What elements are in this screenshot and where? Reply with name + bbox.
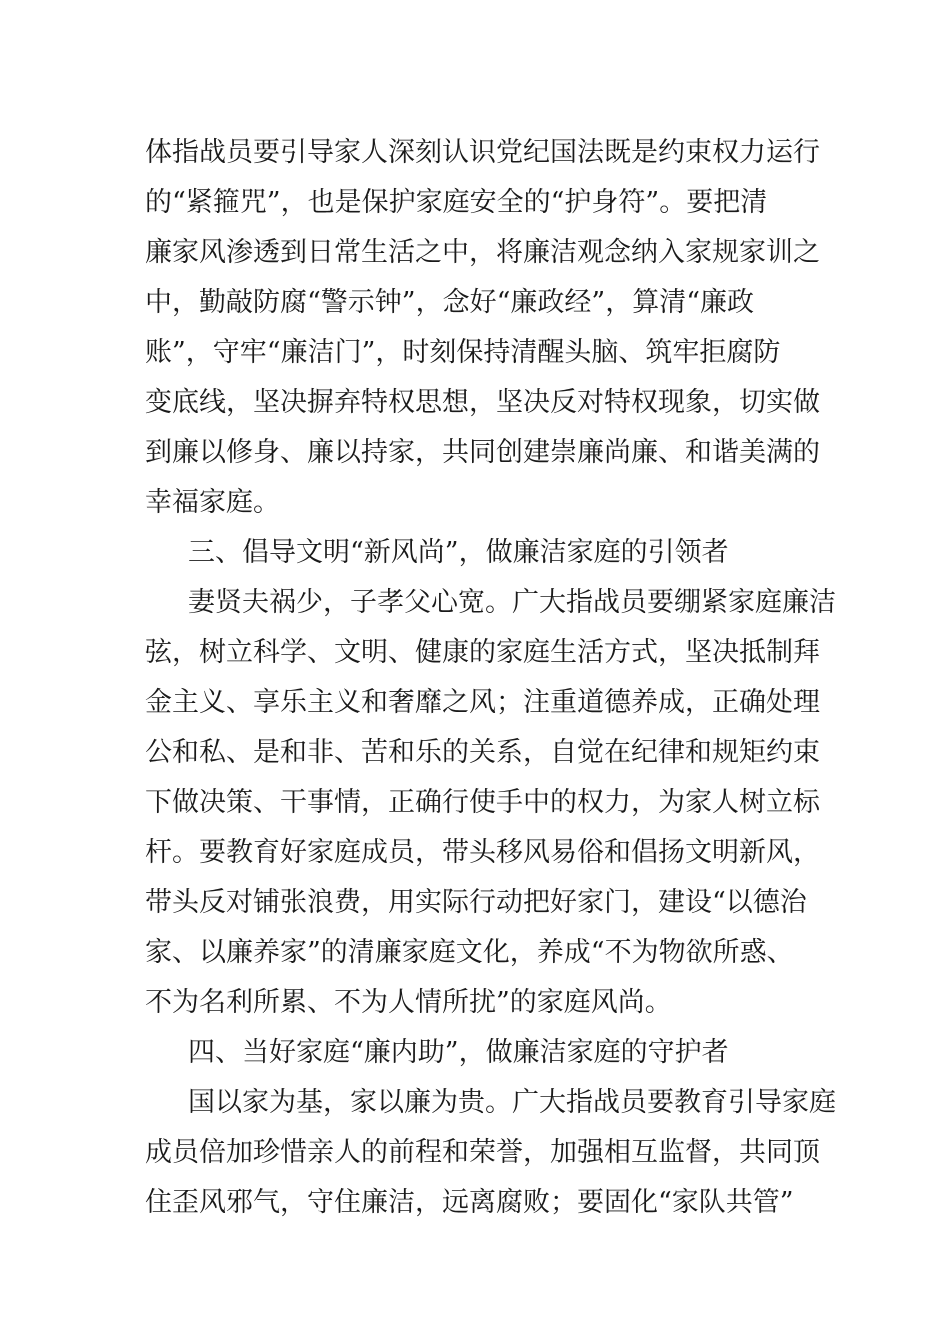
paragraph-line: 到廉以修身、廉以持家，共同创建崇廉尚廉、和谐美满的 [145,437,820,468]
paragraph-line: 变底线，坚决摒弃特权思想，坚决反对特权现象，切实做 [145,387,820,418]
paragraph-line: 成员倍加珍惜亲人的前程和荣誉，加强相互监督，共同顶 [145,1137,820,1168]
paragraph-line: 国以家为基，家以廉为贵。广大指战员要教育引导家庭 [188,1087,836,1118]
paragraph-line: 中，勤敲防腐“警示钟”，念好“廉政经”，算清“廉政 [145,287,755,318]
section-heading: 三、倡导文明“新风尚”，做廉洁家庭的引领者 [188,537,729,568]
paragraph-line: 妻贤夫祸少，子孝父心宽。广大指战员要绷紧家庭廉洁 [188,587,836,618]
paragraph-line: 幸福家庭。 [145,487,280,518]
paragraph-line: 不为名利所累、不为人情所扰”的家庭风尚。 [145,987,672,1018]
section-heading: 四、当好家庭“廉内助”，做廉洁家庭的守护者 [188,1037,729,1068]
paragraph-line: 廉家风渗透到日常生活之中，将廉洁观念纳入家规家训之 [145,237,820,268]
paragraph-line: 住歪风邪气，守住廉洁，远离腐败；要固化“家队共管” [145,1187,794,1218]
paragraph-line: 体指战员要引导家人深刻认识党纪国法既是约束权力运行 [145,137,820,168]
paragraph-line: 账”，守牢“廉洁门”，时刻保持清醒头脑、筑牢拒腐防 [145,337,781,368]
paragraph-line: 家、以廉养家”的清廉家庭文化，养成“不为物欲所惑、 [145,937,794,968]
paragraph-line: 杆。要教育好家庭成员，带头移风易俗和倡扬文明新风， [145,837,820,868]
paragraph-line: 带头反对铺张浪费，用实际行动把好家门，建设“以德治 [145,887,807,918]
paragraph-line: 弦，树立科学、文明、健康的家庭生活方式，坚决抵制拜 [145,637,820,668]
paragraph-line: 公和私、是和非、苦和乐的关系，自觉在纪律和规矩约束 [145,737,820,768]
paragraph-line: 的“紧箍咒”，也是保护家庭安全的“护身符”。要把清 [145,187,768,218]
paragraph-line: 下做决策、干事情，正确行使手中的权力，为家人树立标 [145,787,820,818]
paragraph-line: 金主义、享乐主义和奢靡之风；注重道德养成，正确处理 [145,687,820,718]
